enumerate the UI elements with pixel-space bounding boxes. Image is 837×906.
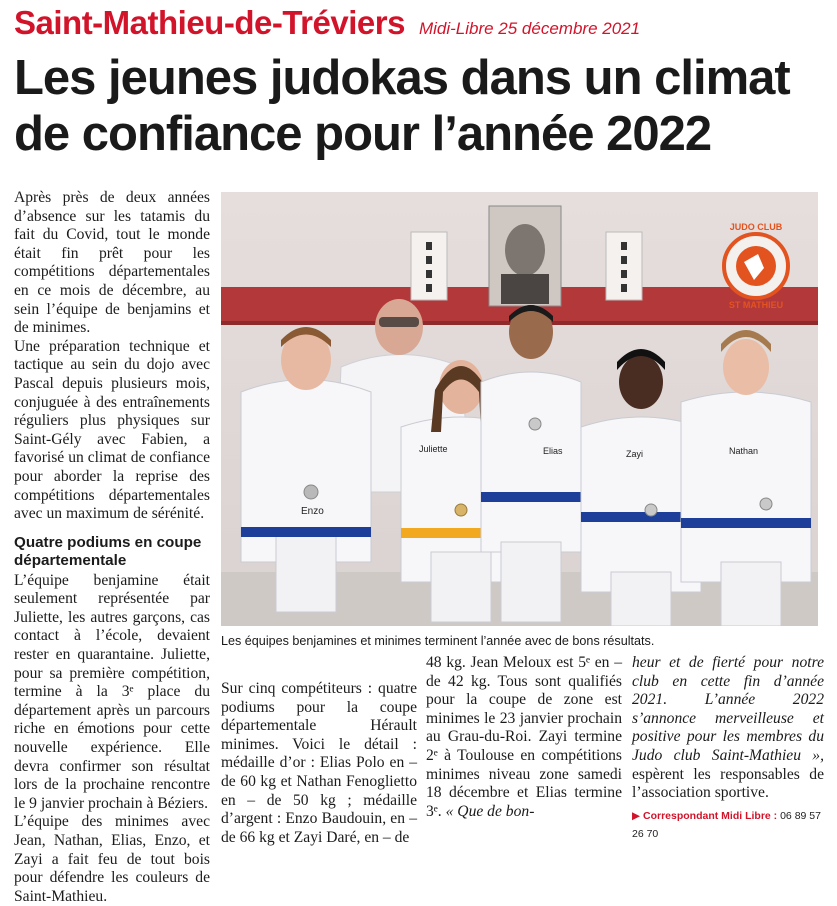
name-badge-juliette: Juliette <box>419 444 448 454</box>
article-header <box>14 4 824 44</box>
locality-title: Saint-Mathieu-de-Tréviers <box>14 4 405 41</box>
name-badge-elias: Elias <box>543 446 563 456</box>
headline-line-1: Les jeunes judokas dans un climat <box>14 51 790 105</box>
paragraph: Sur cinq compétiteurs : quatre podiums pour la coupe départementale Hérault minimes. Voici le détail : médaille d’or : Elias Polo en – de 60 kg et Nathan Fenoglietto en – de 50 kg ; médaille d’argent : Enzo Baudouin, en – de 66 kg et Zayi Daré, en – de <box>221 680 417 846</box>
article-column-1 <box>14 189 210 906</box>
quote-ending: espèrent les responsables de l’association sportive. <box>632 765 824 802</box>
correspondent-label: Correspondant Midi Libre : <box>643 809 778 822</box>
quote-text: heur et de fierté pour notre club en cette fin d’année 2021. L’année 2022 s’annonce merveilleuse et positive pour les membres du Judo club Saint-Mathieu », <box>632 654 824 764</box>
team-photo-illustration <box>221 192 818 626</box>
article-column-3 <box>426 654 622 821</box>
name-badge-enzo: Enzo <box>301 506 324 517</box>
paragraph: L’équipe benjamine était seulement représentée par Juliette, les autres garçons, cas contact à l’école, devaient rester en quarantaine. Juliette, pour sa première compétition, termine à la 3ᵉ place du département après un parcours riche en émotions pour cette nouvelle expérience. Elle devra confirmer son résultat lors de la prochaine rencontre le 9 janvier prochain à Béziers. <box>14 571 210 812</box>
headline <box>14 50 824 162</box>
paragraph: Après près de deux années d’absence sur les tatamis du fait du Covid, tout le monde était fin prêt pour les compétitions départementales en ce mois de décembre, au sein l’équipe de benjamins et de minimes. <box>14 189 210 337</box>
paragraph <box>632 654 824 803</box>
triangle-icon: ▶ <box>632 809 641 822</box>
source-date: Midi-Libre 25 décembre 2021 <box>418 19 641 38</box>
logo-text-bottom: ST MATHIEU <box>728 300 784 310</box>
article-column-2 <box>221 680 417 847</box>
paragraph <box>426 654 622 821</box>
name-badge-nathan: Nathan <box>729 446 759 456</box>
paragraph-text: 48 kg. Jean Meloux est 5ᵉ en – de 42 kg. Tous sont qualifiés pour la coupe de zone est minimes le 23 janvier prochain au Grau-du-Roi. Zayi termine 2ᵉ à Toulouse en compétitions minimes niveau zone samedi 18 décembre et Elias termine 3ᵉ. <box>426 654 622 820</box>
subheading: Quatre podiums en coupe départementale <box>14 533 202 569</box>
paragraph: L’équipe des minimes avec Jean, Nathan, Elias, Enzo, et Zayi a fait feu de tout bois pour défendre les couleurs de Saint-Mathieu. <box>14 813 210 905</box>
article-column-4 <box>632 654 824 844</box>
correspondent-phone: 06 89 57 26 70 <box>632 809 821 841</box>
quote-start: « Que de bon- <box>445 802 535 820</box>
photo-caption: Les équipes benjamines et minimes terminent l’année avec de bons résultats. <box>221 634 655 648</box>
team-photo <box>221 192 818 626</box>
logo-text-top: JUDO CLUB <box>729 222 783 232</box>
name-badge-zayi: Zayi <box>626 449 644 459</box>
headline-line-2: de confiance pour l’année 2022 <box>14 107 712 161</box>
paragraph: Une préparation technique et tactique au sein du dojo avec Pascal depuis plusieurs mois, conjuguée à des entraînements réguliers plus physiques sur Saint-Gély avec Fabien, a favorisé un climat de confiance pour aborder la reprise des compétitions départementales avec un maximum de sérénité. <box>14 337 210 523</box>
correspondent-line <box>632 807 824 844</box>
